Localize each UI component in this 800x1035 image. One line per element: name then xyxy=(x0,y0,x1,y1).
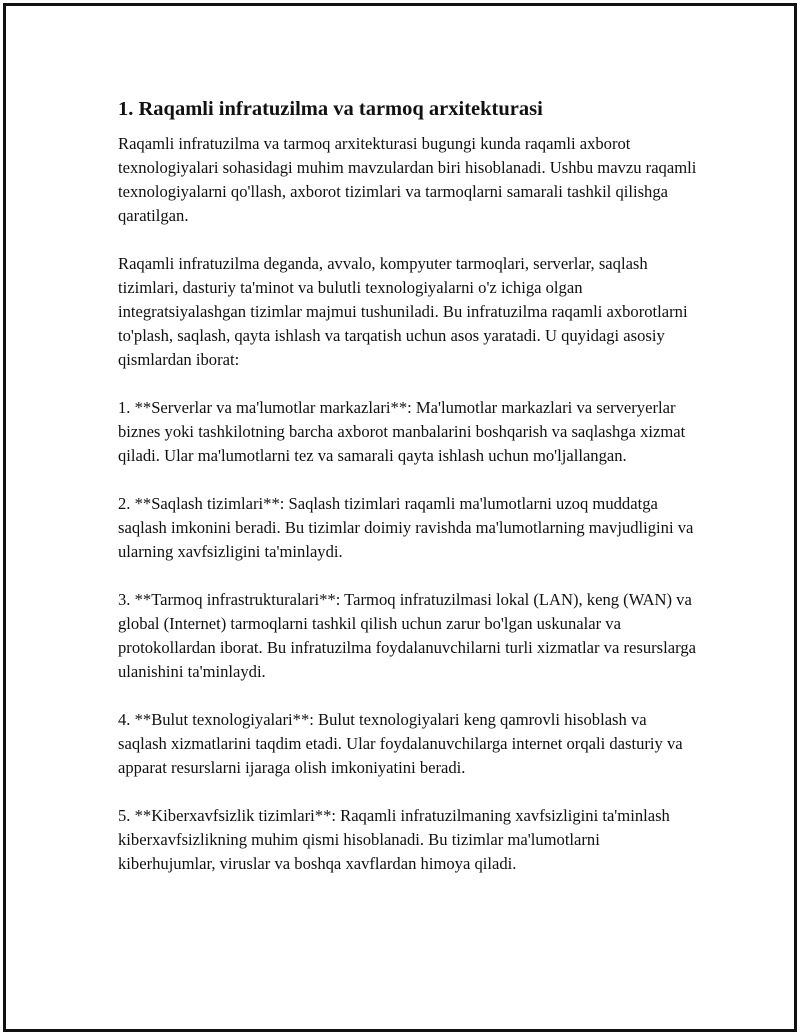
list-item-servers: 1. **Serverlar va ma'lumotlar markazlari**: Ma'lumotlar markazlari va serveryerlar biznes yoki tashkilotning barcha axborot manbalarini boshqarish va saqlashga xizmat qiladi. Ular ma'lumotlarni tez va samarali qayta ishlash uchun mo'ljallangan. xyxy=(118,398,686,465)
section-heading: 1. Raqamli infratuzilma va tarmoq arxitekturasi xyxy=(118,98,543,120)
list-item-cybersecurity: 5. **Kiberxavfsizlik tizimlari**: Raqamli infratuzilmaning xavfsizligini ta'minlash kiberxavfsizlikning muhim qismi hisoblanadi. Bu tizimlar ma'lumotlarni kiberhujumlar, viruslar va boshqa xavflardan himoya qiladi. xyxy=(118,806,670,873)
list-item-storage: 2. **Saqlash tizimlari**: Saqlash tizimlari raqamli ma'lumotlarni uzoq muddatga saqlash imkonini beradi. Bu tizimlar doimiy ravishda ma'lumotlarning mavjudligini va ularning xavfsizligini ta'minlaydi. xyxy=(118,494,694,561)
list-item-cloud: 4. **Bulut texnologiyalari**: Bulut texnologiyalari keng qamrovli hisoblash va saqlash xizmatlarini taqdim etadi. Ular foydalanuvchilarga internet orqali dasturiy va apparat resurslarni ijaraga olish imkoniyatini beradi. xyxy=(118,710,683,777)
paragraph-intro: Raqamli infratuzilma va tarmoq arxitekturasi bugungi kunda raqamli axborot texnologiyalari sohasidagi muhim mavzulardan biri hisoblanadi. Ushbu mavzu raqamli texnologiyalarni qo'llash, axborot tizimlari va tarmoqlarni samarali tashkil qilishga qaratilgan. xyxy=(118,134,697,225)
document-body xyxy=(118,96,698,900)
list-item-network: 3. **Tarmoq infrastrukturalari**: Tarmoq infratuzilmasi lokal (LAN), keng (WAN) va global (Internet) tarmoqlarni tashkil qilish uchun zarur bo'lgan uskunalar va protokollardan iborat. Bu infratuzilma foydalanuvchilarni turli xizmatlar va resurslarga ulanishini ta'minlaydi. xyxy=(118,590,696,681)
paragraph-definition: Raqamli infratuzilma deganda, avvalo, kompyuter tarmoqlari, serverlar, saqlash tizimlari, dasturiy ta'minot va bulutli texnologiyalarni o'z ichiga olgan integratsiyalashgan tizimlar majmui tushuniladi. Bu infratuzilma raqamli axborotlarni to'plash, saqlash, qayta ishlash va tarqatish uchun asos yaratadi. U quyidagi asosiy qismlardan iborat: xyxy=(118,254,688,369)
